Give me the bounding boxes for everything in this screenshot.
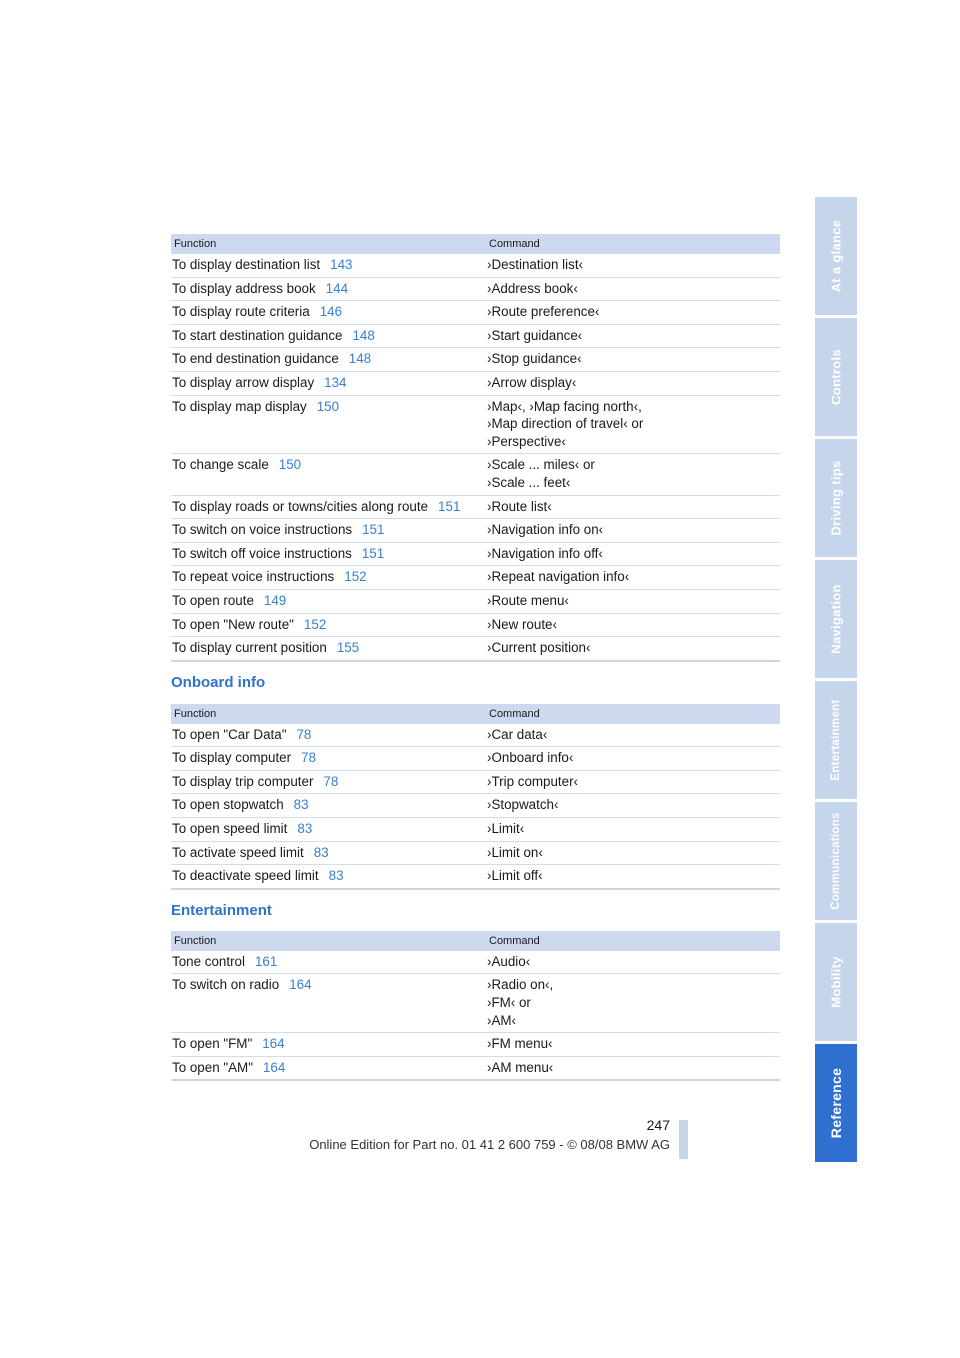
function-text: To switch off voice instructions [172,545,352,561]
command-cell [487,350,780,368]
page-reference-link[interactable]: 83 [293,797,309,813]
table-header [171,931,780,951]
table-row [171,724,780,748]
page-reference-link[interactable]: 148 [348,351,372,367]
table-row [171,254,780,278]
page-reference-link[interactable]: 155 [336,640,360,656]
function-text: To open "FM" [172,1036,253,1052]
function-text: Tone control [172,953,245,969]
function-cell [171,327,487,345]
page-reference-link[interactable]: 152 [344,569,367,585]
table-row [171,590,780,614]
table-row [171,519,780,543]
footer-edition: Online Edition for Part no. 01 41 2 600 759 - © 08/08 BMW AG [309,1137,670,1152]
table-row [171,771,780,795]
header-function: Function [174,934,217,947]
table-header [171,234,780,254]
section-title-entertainment: Entertainment [171,901,272,919]
command-cell [487,953,780,971]
function-cell [171,639,487,657]
page-reference-link[interactable]: 83 [297,821,313,837]
page-reference-link[interactable]: 146 [319,304,343,320]
function-cell [171,374,487,392]
sidebar-tab-mobility[interactable] [815,923,857,1041]
content [171,234,780,1081]
navigation-command-table [171,234,780,662]
sidebar-tab-label: At a glance [828,219,844,293]
function-cell [171,256,487,274]
table-row [171,372,780,396]
command-text: ›Car data‹ [487,726,548,742]
command-text: ›Route menu‹ [487,592,569,608]
command-cell [487,639,780,657]
page-reference-link[interactable]: 78 [296,726,312,742]
onboard-command-table [171,704,780,890]
function-cell [171,867,487,885]
function-cell [171,568,487,586]
table-row [171,1033,780,1057]
function-text: To deactivate speed limit [172,868,319,884]
sidebar-tab-communications[interactable] [815,802,857,920]
function-cell [171,545,487,563]
command-text: ›FM menu‹ [487,1036,553,1052]
function-cell [171,498,487,516]
sidebar-tab-navigation[interactable] [815,560,857,678]
function-cell [171,280,487,298]
command-text: ›Map direction of travel‹ or [487,416,644,432]
command-cell [487,374,780,392]
header-command: Command [489,707,540,720]
header-command: Command [489,238,540,250]
table-row [171,454,780,495]
command-cell [487,456,780,491]
function-cell [171,592,487,610]
command-cell [487,592,780,610]
function-cell [171,953,487,971]
sidebar-tab-label: Entertainment [830,699,842,781]
page-reference-link[interactable]: 83 [313,844,329,860]
page-number: 247 [646,1117,670,1133]
page-number-bar [679,1120,688,1159]
table-row [171,566,780,590]
command-cell [487,867,780,885]
command-cell [487,796,780,814]
page-reference-link[interactable]: 148 [352,327,375,343]
sidebar-tab-label: Controls [828,349,844,405]
page-reference-link[interactable]: 151 [438,498,461,514]
function-text: To open "AM" [172,1059,253,1075]
table-row [171,614,780,638]
command-text: ›Route list‹ [487,498,552,514]
command-text: ›New route‹ [487,616,557,632]
command-text: ›FM‹ or [487,995,531,1011]
page-reference-link[interactable]: 150 [316,398,340,414]
function-text: To open route [172,592,254,608]
function-cell [171,398,487,451]
command-cell [487,398,780,451]
page-reference-link[interactable]: 151 [361,545,385,561]
command-text: ›Navigation info on‹ [487,522,604,538]
function-text: To switch on voice instructions [172,522,353,538]
entertainment-command-table [171,931,780,1082]
section-title-onboard-info: Onboard info [171,673,266,691]
function-text: To display address book [172,280,316,296]
function-text: To open "Car Data" [172,726,287,742]
command-cell [487,327,780,345]
function-text: To display computer [172,750,292,766]
function-text: To display destination list [172,257,321,272]
function-cell [171,844,487,862]
command-text: ›Stop guidance‹ [487,351,582,367]
sidebar-tab-label: Navigation [828,584,844,654]
command-cell [487,256,780,274]
command-text: ›Perspective‹ [487,433,566,449]
command-text: ›Limit‹ [487,821,525,837]
command-cell [487,844,780,862]
function-text: To switch on radio [172,977,280,993]
page-reference-link[interactable]: 164 [262,1059,286,1075]
page-reference-link[interactable]: 150 [278,457,302,473]
page-reference-link[interactable]: 164 [289,977,312,993]
command-text: ›Trip computer‹ [487,773,579,789]
sidebar-tab-label: Communications [830,812,842,910]
table-row [171,865,780,888]
command-text: ›AM‹ [487,1012,517,1028]
command-cell [487,280,780,298]
function-cell [171,1035,487,1053]
command-text: ›Audio‹ [487,953,531,969]
sidebar-tab-label: Mobility [828,956,844,1008]
command-cell [487,773,780,791]
command-text: ›Destination list‹ [487,257,583,272]
function-text: To change scale [172,457,269,473]
table-header [171,704,780,724]
function-text: To display current position [172,640,327,656]
command-cell [487,1035,780,1053]
table-row [171,951,780,975]
table-row [171,543,780,567]
header-function: Function [174,238,217,250]
page-reference-link[interactable]: 144 [325,280,349,296]
table-row [171,396,780,455]
command-cell [487,820,780,838]
command-cell [487,545,780,563]
command-cell [487,521,780,539]
command-text: ›Limit on‹ [487,844,543,860]
function-cell [171,521,487,539]
function-text: To repeat voice instructions [172,569,335,585]
page-reference-link[interactable]: 151 [362,522,385,538]
page-reference-link[interactable]: 78 [301,750,316,766]
command-text: ›Repeat navigation info‹ [487,569,630,585]
function-text: To display roads or towns/cities along route [172,498,429,514]
page-reference-link[interactable]: 152 [303,616,327,632]
sidebar-tab-entertainment[interactable] [815,681,857,799]
page-reference-link[interactable]: 164 [262,1036,285,1052]
chapter-sidebar [815,197,857,1165]
function-text: To start destination guidance [172,327,343,343]
table-row [171,637,780,660]
function-cell [171,976,487,1029]
function-cell [171,820,487,838]
sidebar-tab-label: Driving tips [828,460,844,536]
command-cell [487,498,780,516]
table-row [171,842,780,866]
function-cell [171,726,487,744]
function-cell [171,456,487,491]
function-text: To display map display [172,398,307,414]
page-reference-link[interactable]: 143 [330,257,353,272]
page-reference-link[interactable]: 83 [328,868,344,884]
command-cell [487,726,780,744]
function-text: To display route criteria [172,304,310,320]
command-text: ›Route preference‹ [487,304,600,320]
header-command: Command [489,934,540,947]
sidebar-tab-label: Reference [828,1067,844,1139]
table-row [171,974,780,1033]
command-text: ›Arrow display‹ [487,374,577,390]
table-row [171,794,780,818]
function-cell [171,773,487,791]
table-row [171,325,780,349]
table-row [171,278,780,302]
command-text: ›Scale ... miles‹ or [487,457,595,473]
command-text: ›Current position‹ [487,640,591,656]
function-text: To activate speed limit [172,844,304,860]
sidebar-tab-at-a-glance[interactable] [815,197,857,315]
page-reference-link[interactable]: 134 [324,374,347,390]
function-cell [171,796,487,814]
page-reference-link[interactable]: 161 [254,953,278,969]
command-text: ›Start guidance‹ [487,327,583,343]
command-text: ›Radio on‹, [487,977,554,993]
command-text: ›Scale ... feet‹ [487,474,571,490]
page-reference-link[interactable]: 78 [323,773,339,789]
table-row [171,301,780,325]
command-text: ›Map‹, ›Map facing north‹, [487,398,642,414]
function-text: To end destination guidance [172,351,339,367]
function-cell [171,616,487,634]
function-cell [171,350,487,368]
command-text: ›AM menu‹ [487,1059,554,1075]
function-cell [171,303,487,321]
table-row [171,747,780,771]
header-function: Function [174,707,217,720]
command-text: ›Address book‹ [487,280,578,296]
command-cell [487,303,780,321]
function-text: To open speed limit [172,821,288,837]
page-reference-link[interactable]: 149 [263,592,287,608]
command-cell [487,976,780,1029]
command-cell [487,616,780,634]
function-text: To display trip computer [172,773,314,789]
function-text: To open "New route" [172,616,294,632]
command-text: ›Navigation info off‹ [487,545,603,561]
function-text: To display arrow display [172,374,315,390]
sidebar-tab-reference[interactable] [815,1044,857,1162]
command-cell [487,568,780,586]
sidebar-tab-driving-tips[interactable] [815,439,857,557]
command-cell [487,1059,780,1077]
table-row [171,348,780,372]
command-cell [487,749,780,767]
table-row [171,1057,780,1080]
command-text: ›Stopwatch‹ [487,797,559,813]
table-row [171,818,780,842]
command-text: ›Limit off‹ [487,868,543,884]
table-row [171,496,780,520]
function-cell [171,1059,487,1077]
function-text: To open stopwatch [172,797,284,813]
sidebar-tab-controls[interactable] [815,318,857,436]
function-cell [171,749,487,767]
command-text: ›Onboard info‹ [487,750,574,766]
